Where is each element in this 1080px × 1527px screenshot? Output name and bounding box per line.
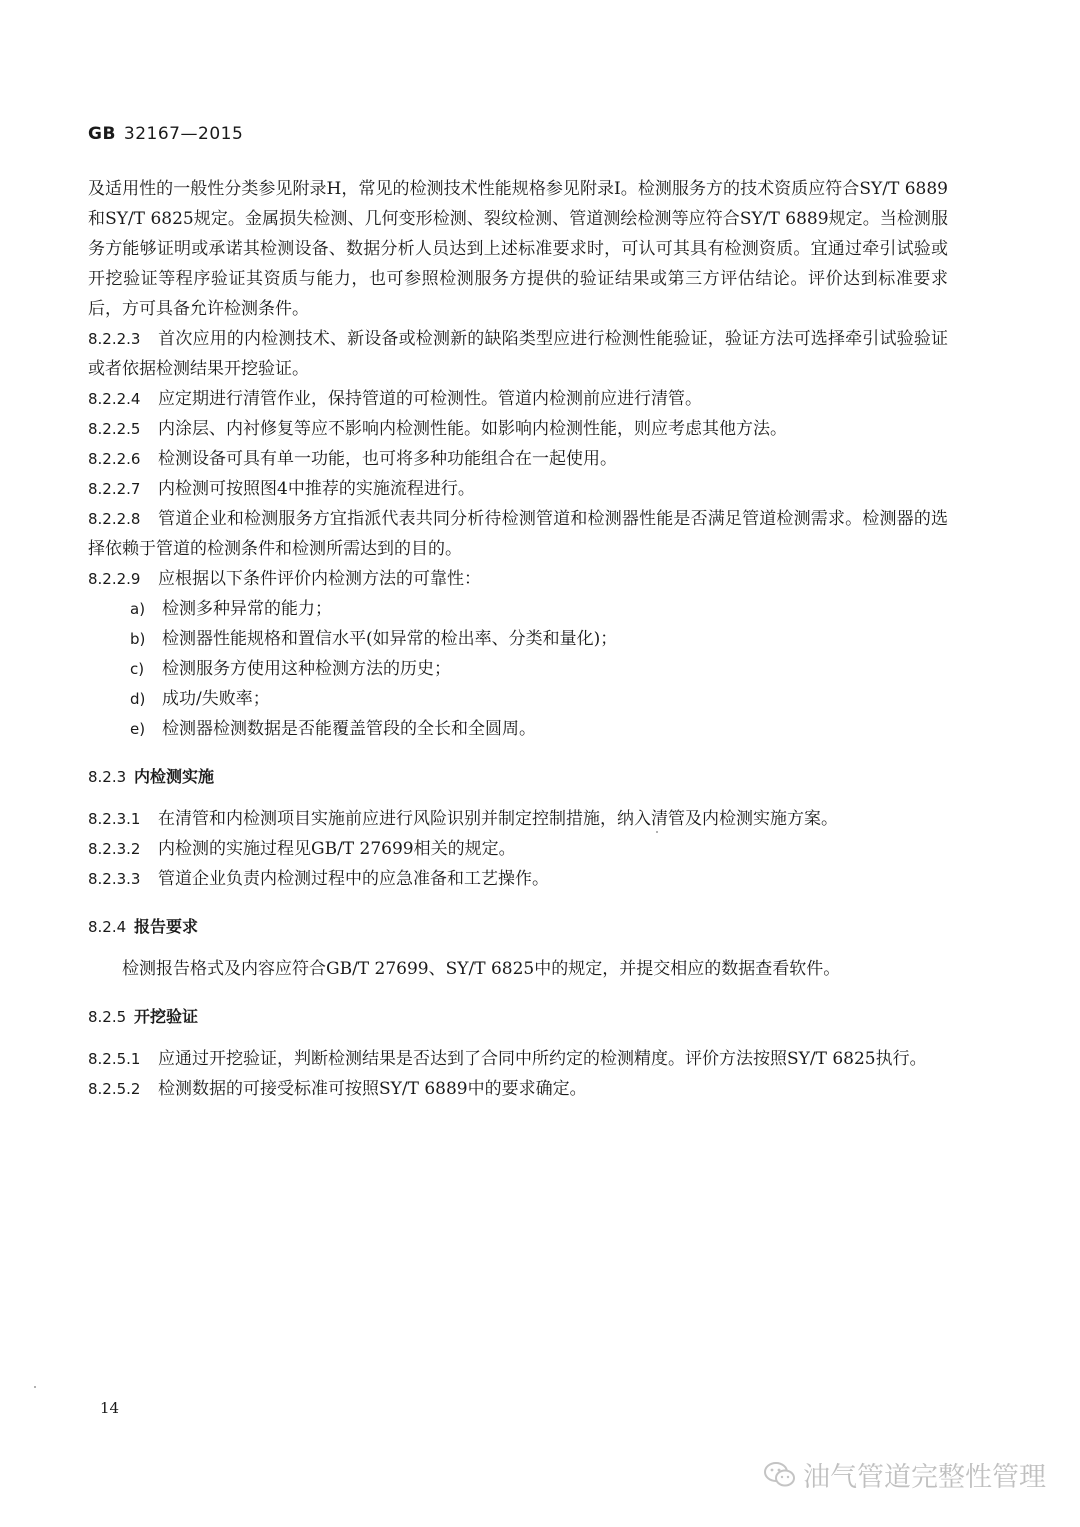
clause-text: 在清管和内检测项目实施前应进行风险识别并制定控制措施，纳入清管及内检测实施方案。 [158,809,838,829]
clause-text: 管道企业和检测服务方宜指派代表共同分析待检测管道和检测器性能是否满足管道检测需求。检测器的选择依赖于管道的检测条件和检测所需达到的目的。 [88,509,948,559]
wechat-icon [763,1460,797,1490]
clause-8-2-3-2 [88,834,948,864]
section-title: 内检测实施 [134,767,215,786]
clause-text: 内检测的实施过程见GB/T 27699相关的规定。 [158,839,516,859]
clause-8-2-5-2 [88,1074,948,1104]
list-marker: e) [130,720,146,738]
list-text: 检测器性能规格和置信水平(如异常的检出率、分类和量化)； [162,629,618,649]
list-item [88,624,948,654]
section-number: 8.2.5 [88,1008,127,1026]
clause-text: 应根据以下条件评价内检测方法的可靠性： [158,569,481,589]
scan-speck [34,1386,36,1388]
standard-prefix: GB [88,124,116,144]
clause-text: 应通过开挖验证，判断检测结果是否达到了合同中所约定的检测精度。评价方法按照SY/T 6825执行。 [158,1049,927,1069]
clause-text: 管道企业负责内检测过程中的应急准备和工艺操作。 [158,869,549,889]
list-marker: c) [130,660,145,678]
clause-8-2-2-6 [88,444,948,474]
clause-text: 应定期进行清管作业，保持管道的可检测性。管道内检测前应进行清管。 [158,389,702,409]
document-body [88,174,948,1104]
section-heading-8-2-3 [88,762,948,792]
clause-text: 内检测可按照图4中推荐的实施流程进行。 [158,479,475,499]
clause-8-2-2-7 [88,474,948,504]
section-heading-8-2-4 [88,912,948,942]
clause-8-2-2-4 [88,384,948,414]
clause-8-2-2-9 [88,564,948,594]
section-title: 报告要求 [134,917,199,936]
list-item [88,594,948,624]
list-text: 成功/失败率； [162,689,270,709]
clause-number: 8.2.2.6 [88,450,141,468]
list-text: 检测服务方使用这种检测方法的历史； [162,659,451,679]
list-item [88,714,948,744]
clause-number: 8.2.2.5 [88,420,141,438]
watermark-text: 油气管道完整性管理 [803,1462,1046,1493]
clause-text: 首次应用的内检测技术、新设备或检测新的缺陷类型应进行检测性能验证，验证方法可选择牵引试验验证或者依据检测结果开挖验证。 [88,329,948,379]
clause-number: 8.2.2.4 [88,390,141,408]
clause-8-2-3-3 [88,864,948,894]
clause-8-2-2-8 [88,504,948,564]
list-marker: b) [130,630,146,648]
page-number: 14 [100,1399,120,1417]
clause-number: 8.2.3.1 [88,810,141,828]
standard-code: 32167—2015 [123,124,244,144]
clause-text: 检测设备可具有单一功能，也可将多种功能组合在一起使用。 [158,449,617,469]
clause-number: 8.2.3.3 [88,870,141,888]
page-header [88,124,243,144]
list-text: 检测器检测数据是否能覆盖管段的全长和全圆周。 [162,719,536,739]
list-text: 检测多种异常的能力； [162,599,332,619]
section-number: 8.2.3 [88,768,127,786]
section-title: 开挖验证 [134,1007,199,1026]
clause-number: 8.2.2.8 [88,510,141,528]
list-item [88,654,948,684]
intro-paragraph: 及适用性的一般性分类参见附录H，常见的检测技术性能规格参见附录I。检测服务方的技术资质应符合SY/T 6889和SY/T 6825规定。金属损失检测、几何变形检测、裂纹检测、管道测绘检测等应符合SY/T 6889规定。当检测服务方能够证明或承诺其检测设备、数据分析人员达到上述标准要求时，可认可其具有检测资质。宜通过牵引试验或开挖验证等程序验证其资质与能力，也可参照检测服务方提供的验证结果或第三方评估结论。评价达到标准要求后，方可具备允许检测条件。 [88,179,948,319]
clause-number: 8.2.3.2 [88,840,141,858]
clause-number: 8.2.5.1 [88,1050,141,1068]
clause-8-2-2-5 [88,414,948,444]
clause-number: 8.2.2.9 [88,570,141,588]
clause-8-2-3-1 [88,804,948,834]
clause-text: 检测数据的可接受标准可按照SY/T 6889中的要求确定。 [158,1079,587,1099]
clause-text: 内涂层、内衬修复等应不影响内检测性能。如影响内检测性能，则应考虑其他方法。 [158,419,787,439]
list-marker: a) [130,600,146,618]
list-item [88,684,948,714]
clause-number: 8.2.2.7 [88,480,141,498]
clause-8-2-5-1 [88,1044,948,1074]
section-heading-8-2-5 [88,1002,948,1032]
watermark [763,1455,1046,1494]
clause-8-2-2-3 [88,324,948,384]
list-marker: d) [130,690,146,708]
clause-number: 8.2.2.3 [88,330,141,348]
report-requirements-paragraph: 检测报告格式及内容应符合GB/T 27699、SY/T 6825中的规定，并提交相应的数据查看软件。 [122,959,841,979]
clause-number: 8.2.5.2 [88,1080,141,1098]
section-number: 8.2.4 [88,918,127,936]
